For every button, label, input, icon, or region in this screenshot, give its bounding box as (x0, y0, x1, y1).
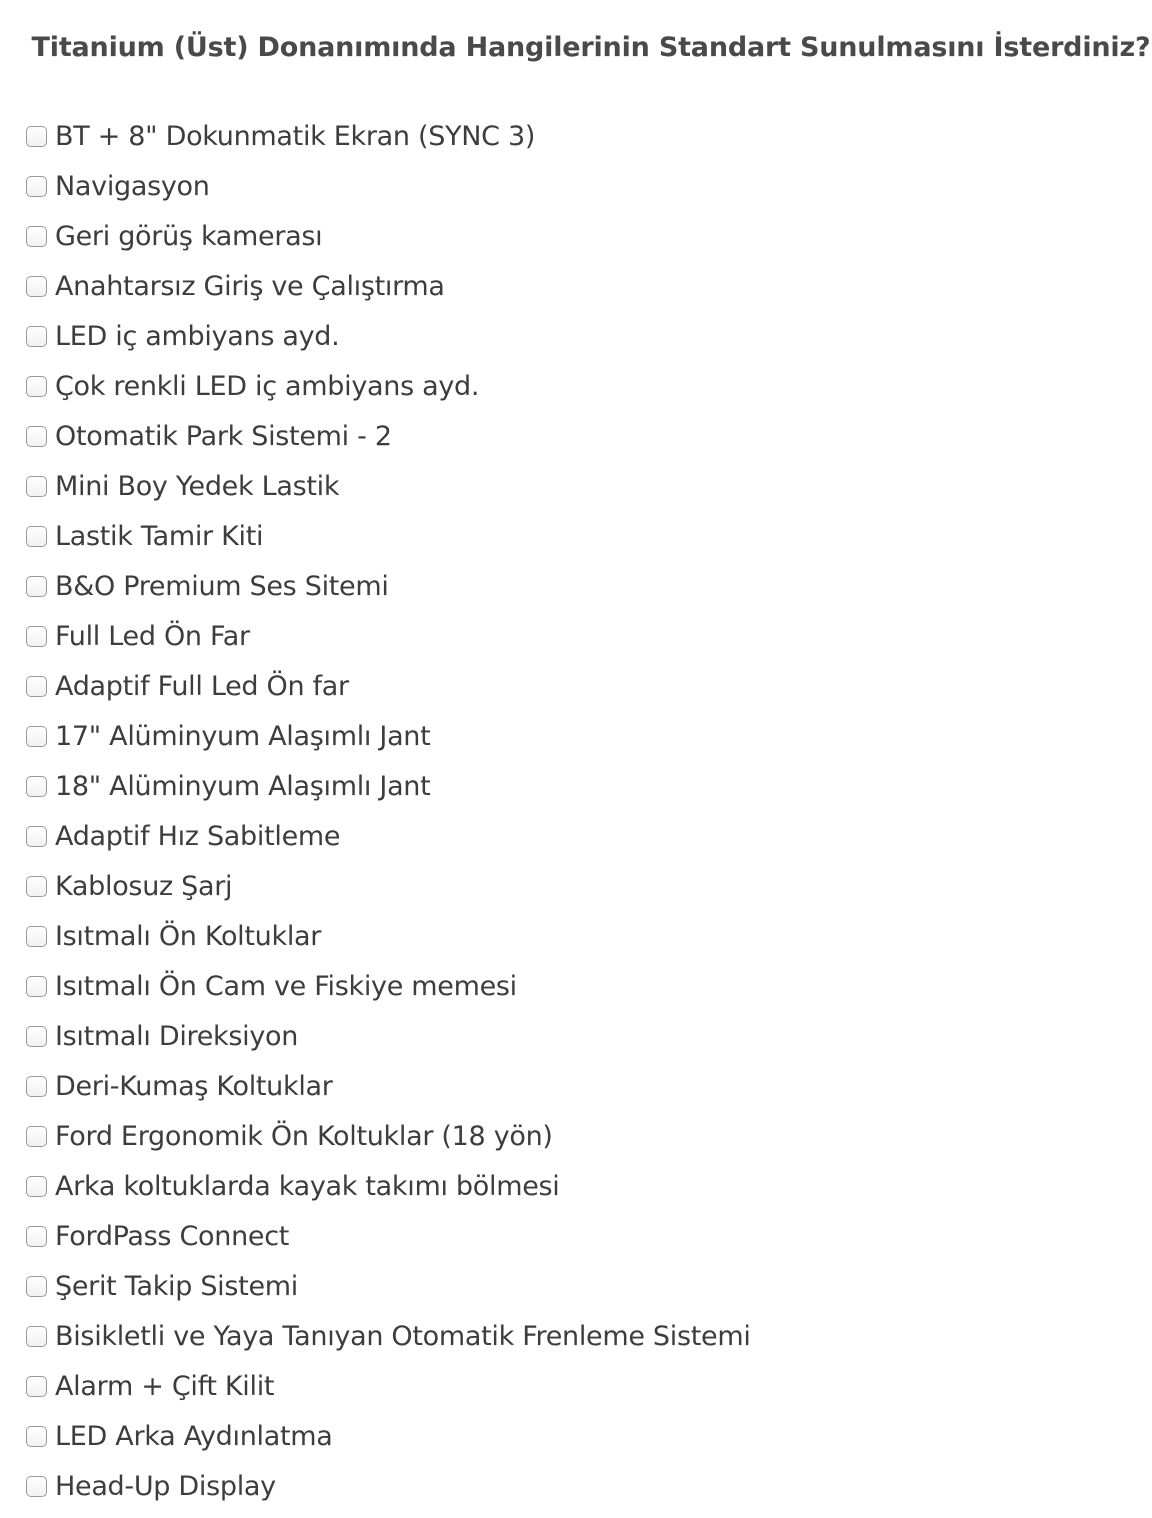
checkbox[interactable] (26, 976, 47, 997)
option-item[interactable] (26, 361, 751, 411)
checkbox[interactable] (26, 1476, 47, 1497)
option-item[interactable] (26, 1061, 751, 1111)
checkbox[interactable] (26, 1126, 47, 1147)
checkbox[interactable] (26, 1276, 47, 1297)
checkbox[interactable] (26, 626, 47, 647)
option-label[interactable]: 18" Alüminyum Alaşımlı Jant (55, 770, 431, 802)
option-item[interactable] (26, 611, 751, 661)
option-label[interactable]: Isıtmalı Ön Cam ve Fiskiye memesi (55, 970, 517, 1002)
option-label[interactable]: Deri-Kumaş Koltuklar (55, 1070, 333, 1102)
option-label[interactable]: Ford Ergonomik Ön Koltuklar (18 yön) (55, 1120, 553, 1152)
option-label[interactable]: Şerit Takip Sistemi (55, 1270, 298, 1302)
option-label[interactable]: Alarm + Çift Kilit (55, 1370, 275, 1402)
option-label[interactable]: Otomatik Park Sistemi - 2 (55, 420, 392, 452)
option-item[interactable] (26, 1461, 751, 1511)
checkbox[interactable] (26, 776, 47, 797)
checkbox[interactable] (26, 876, 47, 897)
checkbox[interactable] (26, 126, 47, 147)
option-item[interactable] (26, 861, 751, 911)
option-item[interactable] (26, 911, 751, 961)
option-item[interactable] (26, 511, 751, 561)
checkbox[interactable] (26, 326, 47, 347)
option-label[interactable]: Anahtarsız Giriş ve Çalıştırma (55, 270, 445, 302)
options-list (26, 111, 751, 1511)
checkbox[interactable] (26, 426, 47, 447)
option-item[interactable] (26, 161, 751, 211)
checkbox[interactable] (26, 726, 47, 747)
checkbox[interactable] (26, 476, 47, 497)
option-label[interactable]: FordPass Connect (55, 1220, 290, 1252)
option-label[interactable]: Head-Up Display (55, 1470, 276, 1502)
option-item[interactable] (26, 1011, 751, 1061)
option-item[interactable] (26, 1261, 751, 1311)
option-label[interactable]: Geri görüş kamerası (55, 220, 323, 252)
option-item[interactable] (26, 1411, 751, 1461)
option-item[interactable] (26, 411, 751, 461)
checkbox[interactable] (26, 826, 47, 847)
option-item[interactable] (26, 711, 751, 761)
option-item[interactable] (26, 1361, 751, 1411)
option-label[interactable]: BT + 8" Dokunmatik Ekran (SYNC 3) (55, 120, 536, 152)
option-item[interactable] (26, 1111, 751, 1161)
option-item[interactable] (26, 211, 751, 261)
checkbox[interactable] (26, 1326, 47, 1347)
question-title: Titanium (Üst) Donanımında Hangilerinin Standart Sunulmasını İsterdiniz? (31, 32, 1151, 64)
option-label[interactable]: Isıtmalı Ön Koltuklar (55, 920, 322, 952)
option-item[interactable] (26, 811, 751, 861)
checkbox[interactable] (26, 1426, 47, 1447)
checkbox[interactable] (26, 226, 47, 247)
option-label[interactable]: LED Arka Aydınlatma (55, 1420, 333, 1452)
option-item[interactable] (26, 961, 751, 1011)
option-item[interactable] (26, 1311, 751, 1361)
checkbox[interactable] (26, 676, 47, 697)
checkbox[interactable] (26, 176, 47, 197)
checkbox[interactable] (26, 1376, 47, 1397)
option-label[interactable]: Arka koltuklarda kayak takımı bölmesi (55, 1170, 560, 1202)
option-item[interactable] (26, 1211, 751, 1261)
option-item[interactable] (26, 661, 751, 711)
option-label[interactable]: LED iç ambiyans ayd. (55, 320, 340, 352)
option-item[interactable] (26, 1161, 751, 1211)
option-item[interactable] (26, 261, 751, 311)
option-label[interactable]: B&O Premium Ses Sitemi (55, 570, 389, 602)
option-label[interactable]: Lastik Tamir Kiti (55, 520, 264, 552)
option-label[interactable]: Kablosuz Şarj (55, 870, 233, 902)
option-label[interactable]: Isıtmalı Direksiyon (55, 1020, 299, 1052)
option-label[interactable]: Navigasyon (55, 170, 210, 202)
checkbox[interactable] (26, 1026, 47, 1047)
option-item[interactable] (26, 561, 751, 611)
option-label[interactable]: Adaptif Hız Sabitleme (55, 820, 341, 852)
option-label[interactable]: Adaptif Full Led Ön far (55, 670, 349, 702)
option-item[interactable] (26, 761, 751, 811)
checkbox[interactable] (26, 576, 47, 597)
option-label[interactable]: Mini Boy Yedek Lastik (55, 470, 340, 502)
checkbox[interactable] (26, 1176, 47, 1197)
checkbox[interactable] (26, 926, 47, 947)
option-item[interactable] (26, 311, 751, 361)
checkbox[interactable] (26, 276, 47, 297)
checkbox[interactable] (26, 1226, 47, 1247)
checkbox[interactable] (26, 526, 47, 547)
option-item[interactable] (26, 461, 751, 511)
option-label[interactable]: Çok renkli LED iç ambiyans ayd. (55, 370, 480, 402)
option-label[interactable]: 17" Alüminyum Alaşımlı Jant (55, 720, 431, 752)
checkbox[interactable] (26, 1076, 47, 1097)
option-label[interactable]: Bisikletli ve Yaya Tanıyan Otomatik Frenleme Sistemi (55, 1320, 751, 1352)
option-item[interactable] (26, 111, 751, 161)
checkbox[interactable] (26, 376, 47, 397)
option-label[interactable]: Full Led Ön Far (55, 620, 250, 652)
